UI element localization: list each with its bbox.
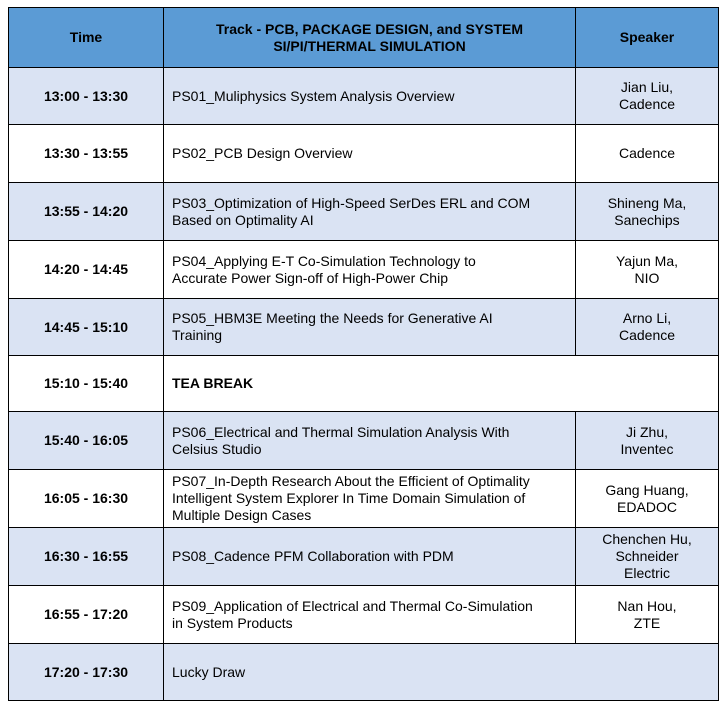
session-topic-line: PS05_HBM3E Meeting the Needs for Generative AI [172,310,493,326]
session-speaker-line: ZTE [633,614,661,631]
tea-break-label: TEA BREAK [164,356,719,412]
session-speaker [576,470,719,528]
table-row [9,644,719,701]
session-time: 15:10 - 15:40 [9,356,164,412]
header-speaker: Speaker [576,8,719,68]
session-speaker-line: Cadence [618,145,676,161]
session-speaker-line: Arno Li, [622,310,672,326]
session-topic [164,299,576,356]
session-topic [164,125,576,183]
session-topic-line: PS03_Optimization of High-Speed SerDes ERL and COM [172,194,531,211]
session-speaker-line: Nan Hou, [617,597,677,614]
session-topic-line: PS07_In-Depth Research About the Efficient of Optimality [172,473,530,489]
session-time: 13:55 - 14:20 [9,183,164,241]
header-track [164,8,576,68]
session-topic [164,470,576,528]
session-speaker-line: Cadence [618,327,676,343]
session-speaker [576,299,719,356]
session-speaker-line: Gang Huang, [605,481,689,498]
session-time: 14:45 - 15:10 [9,299,164,356]
header-time: Time [9,8,164,68]
session-topic-line: Intelligent System Explorer In Time Domain Simulation of [172,490,526,506]
table-row [9,299,719,356]
session-speaker-line: Chenchen Hu, [602,531,692,547]
session-speaker [576,125,719,183]
session-speaker-line: Cadence [618,96,676,112]
session-speaker [576,241,719,299]
session-time: 13:00 - 13:30 [9,68,164,125]
session-topic-line: PS06_Electrical and Thermal Simulation Analysis With [172,423,510,440]
header-track-line: Track - PCB, PACKAGE DESIGN, and SYSTEM [215,20,524,37]
session-topic-line: Multiple Design Cases [172,507,312,523]
session-speaker-line: Ji Zhu, [625,423,668,440]
table-row [9,241,719,299]
agenda-body [9,68,719,701]
session-topic [164,68,576,125]
session-speaker-line: Yajun Ma, [616,252,678,269]
session-topic [164,241,576,299]
agenda-table [8,7,719,701]
session-topic-line: PS08_Cadence PFM Collaboration with PDM [172,548,454,564]
table-row [9,183,719,241]
session-topic-line: Training [172,327,223,343]
session-time: 14:20 - 14:45 [9,241,164,299]
session-topic-line: Accurate Power Sign-off of High-Power Chip [172,269,448,286]
session-time: 17:20 - 17:30 [9,644,164,701]
session-topic [164,528,576,586]
session-topic-line: in System Products [172,614,293,631]
session-speaker [576,586,719,644]
header-row [9,8,719,68]
table-row [9,412,719,470]
session-time: 16:30 - 16:55 [9,528,164,586]
table-row [9,125,719,183]
session-topic-line: PS09_Application of Electrical and Thermal Co-Simulation [172,597,533,614]
lucky-draw-label: Lucky Draw [164,644,719,701]
session-speaker-line: Inventec [620,440,674,457]
table-row [9,356,719,412]
table-row [9,68,719,125]
table-row [9,528,719,586]
session-time: 15:40 - 16:05 [9,412,164,470]
session-time: 16:05 - 16:30 [9,470,164,528]
session-topic-line: PS01_Muliphysics System Analysis Overview [172,87,455,104]
session-speaker-line: Shineng Ma, [607,194,687,211]
header-track-line: SI/PI/THERMAL SIMULATION [273,37,466,54]
table-row [9,470,719,528]
session-speaker [576,528,719,586]
session-speaker-line: Electric [624,565,670,581]
session-topic-line: Celsius Studio [172,440,262,457]
session-topic [164,412,576,470]
table-row [9,586,719,644]
session-speaker [576,68,719,125]
session-speaker-line: EDADOC [617,498,677,515]
session-topic-line: PS02_PCB Design Overview [172,145,353,161]
session-topic-line: PS04_Applying E-T Co-Simulation Technology to [172,252,476,269]
session-speaker-line: Sanechips [614,211,680,228]
session-speaker [576,183,719,241]
session-time: 13:30 - 13:55 [9,125,164,183]
session-topic [164,586,576,644]
session-speaker [576,412,719,470]
session-speaker-line: NIO [634,269,660,286]
session-topic-line: Based on Optimality AI [172,211,314,228]
session-speaker-line: Schneider [615,548,679,564]
session-time: 16:55 - 17:20 [9,586,164,644]
session-topic [164,183,576,241]
session-speaker-line: Jian Liu, [620,79,674,95]
